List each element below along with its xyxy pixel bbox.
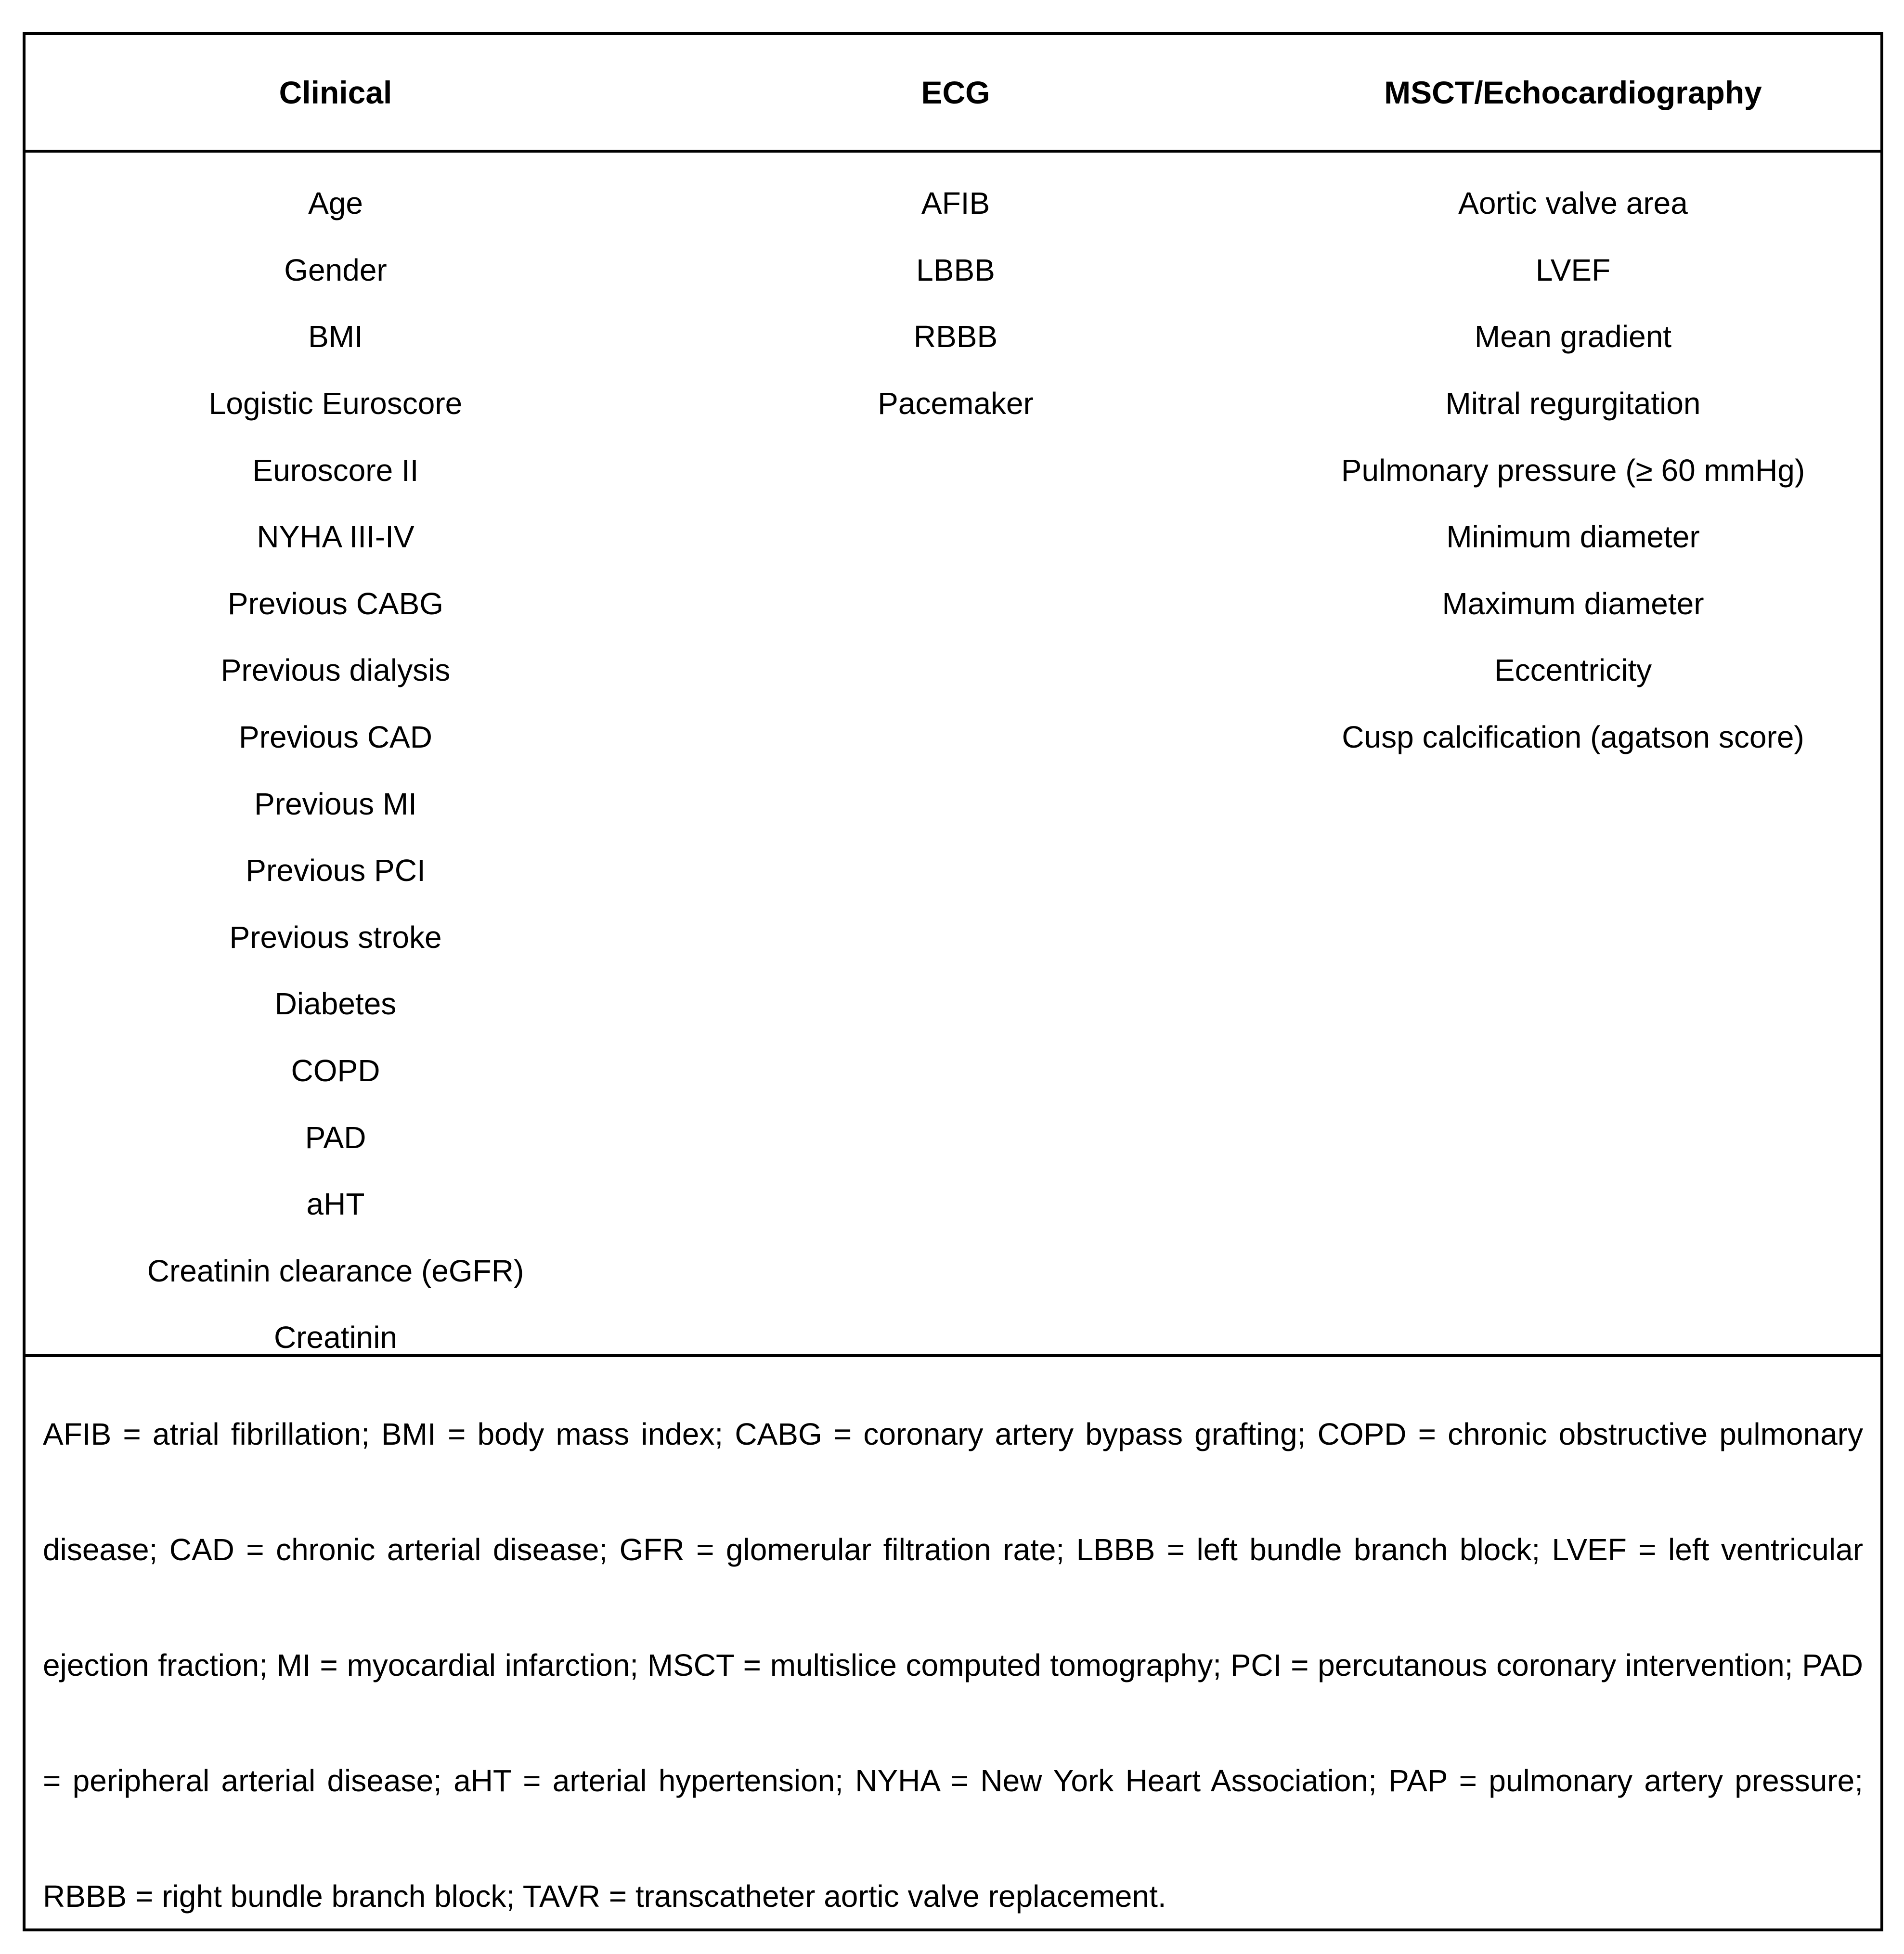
table-cell: Previous stroke [229,919,442,955]
table-header [26,35,1880,153]
column-ecg [646,170,1266,437]
table-cell: Logistic Euroscore [208,386,463,421]
table-cell: Gender [284,252,387,287]
table-frame [23,32,1883,1931]
table-cell: Eccentricity [1494,653,1652,688]
table-cell: Diabetes [274,986,397,1022]
footnote-section [26,1354,1880,1928]
table-cell: Aortic valve area [1458,186,1688,221]
table-cell: Previous CABG [227,586,444,621]
header-msct-echocardiography: MSCT/Echocardiography [1384,75,1762,110]
table-cell: Minimum diameter [1446,519,1700,555]
table-cell: Previous MI [254,786,417,821]
table-cell: Previous PCI [246,853,426,888]
table-cell: Previous dialysis [220,653,451,688]
table-cell: Creatinin [273,1320,398,1355]
table-cell: Creatinin clearance (eGFR) [147,1253,524,1288]
table-cell: AFIB [921,186,990,221]
table-cell: Maximum diameter [1442,586,1704,621]
table-cell: aHT [306,1187,365,1222]
table-cell: Previous CAD [239,720,432,755]
table-cell: COPD [291,1053,380,1088]
table-cell: Age [308,186,363,221]
table-cell: BMI [308,319,363,354]
table-cell: Mitral regurgitation [1445,386,1701,421]
table-cell: Cusp calcification (agatson score) [1342,720,1804,755]
table-cell: Euroscore II [252,453,419,488]
table-cell: Pulmonary pressure (≥ 60 mmHg) [1341,453,1805,488]
column-msct-echocardiography [1266,170,1880,770]
abbreviations-footnote: AFIB = atrial fibrillation; BMI = body mass index; CABG = coronary artery bypass grafting; COPD = chronic obstructive pulmonary disease; CAD = chronic arterial disease; GFR = glomerular filtration rate; LBBB = left bundle branch block; LVEF = left ventricular ejection fraction; MI = myocardial infarction; MSCT = multislice computed tomography; PCI = percutanous coronary intervention; PAD = peripheral arterial disease; aHT = arterial hypertension; NYHA = New York Heart Association; PAP = pulmonary artery pressure; RBBB = right bundle branch block; TAVR = transcatheter aortic valve replacement. [43,1417,1863,1914]
table-cell: LVEF [1535,252,1611,287]
table-cell: LBBB [916,252,995,287]
column-clinical [26,170,646,1371]
table-cell: NYHA III-IV [257,519,414,555]
table-cell: RBBB [913,319,998,354]
table-cell: PAD [305,1120,366,1155]
header-ecg: ECG [921,75,990,110]
table-cell: Mean gradient [1474,319,1672,354]
table-cell: Pacemaker [878,386,1034,421]
header-clinical: Clinical [279,75,392,110]
